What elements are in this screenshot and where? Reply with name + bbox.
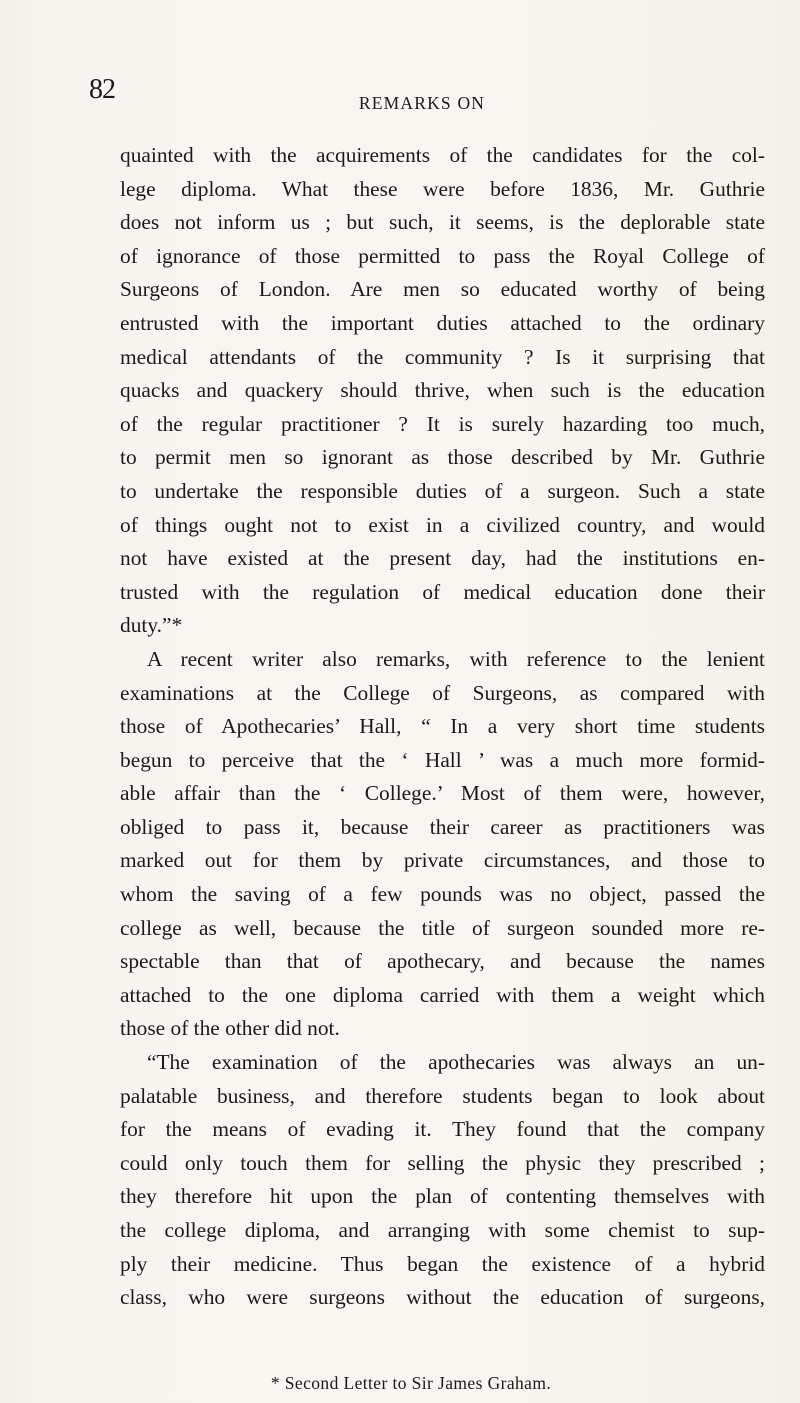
text-line: of ignorance of those permitted to pass the Royal College of: [120, 243, 765, 268]
text-line: they therefore hit upon the plan of contenting themselves with: [120, 1184, 765, 1209]
text-line: not have existed at the present day, had the institutions en-: [120, 546, 765, 571]
text-line: of things ought not to exist in a civilized country, and would: [120, 512, 765, 537]
text-line: does not inform us ; but such, it seems, is the deplorable state: [120, 210, 765, 235]
text-line: begun to perceive that the ‘ Hall ’ was a much more formid-: [120, 747, 765, 772]
footnote: * Second Letter to Sir James Graham.: [270, 1373, 552, 1393]
body-text: [120, 139, 765, 1315]
text-line: entrusted with the important duties attached to the ordinary: [120, 310, 765, 335]
text-line: spectable than that of apothecary, and because the names: [120, 949, 765, 974]
text-line: those of Apothecaries’ Hall, “ In a very short time students: [120, 714, 765, 739]
text-line: attached to the one diploma carried with them a weight which: [120, 982, 765, 1007]
text-line: lege diploma. What these were before 1836, Mr. Guthrie: [120, 176, 765, 201]
text-line: “The examination of the apothecaries was always an un-: [147, 1050, 765, 1075]
text-line: palatable business, and therefore students began to look about: [120, 1083, 765, 1108]
text-line: trusted with the regulation of medical education done their: [120, 579, 765, 604]
text-line: could only touch them for selling the physic they prescribed ;: [120, 1150, 765, 1175]
text-line: those of the other did not.: [120, 1016, 340, 1041]
text-line: the college diploma, and arranging with some chemist to sup-: [120, 1218, 765, 1242]
text-line: examinations at the College of Surgeons, as compared with: [120, 680, 765, 705]
text-line: Surgeons of London. Are men so educated worthy of being: [120, 277, 765, 302]
text-line: to undertake the responsible duties of a surgeon. Such a state: [120, 478, 765, 503]
text-line: quainted with the acquirements of the candidates for the col-: [120, 143, 765, 167]
text-line: marked out for them by private circumstances, and those to: [120, 848, 765, 873]
running-head: REMARKS ON: [358, 93, 486, 113]
text-line: A recent writer also remarks, with reference to the lenient: [147, 646, 765, 671]
text-line: of the regular practitioner ? It is surely hazarding too much,: [120, 411, 765, 436]
text-line: college as well, because the title of surgeon sounded more re-: [120, 915, 765, 940]
text-line: obliged to pass it, because their career as practitioners was: [120, 814, 765, 839]
text-line: medical attendants of the community ? Is it surprising that: [120, 344, 765, 369]
text-line: whom the saving of a few pounds was no object, passed the: [120, 882, 765, 907]
page-number: 82: [89, 74, 115, 105]
text-line: able affair than the ‘ College.’ Most of them were, however,: [120, 781, 765, 806]
text-line: quacks and quackery should thrive, when such is the education: [120, 378, 765, 403]
text-line: duty.”*: [120, 613, 183, 638]
text-line: to permit men so ignorant as those described by Mr. Guthrie: [120, 445, 765, 470]
text-line: ply their medicine. Thus began the existence of a hybrid: [120, 1251, 765, 1276]
text-line: class, who were surgeons without the education of surgeons,: [120, 1285, 765, 1310]
text-line: for the means of evading it. They found that the company: [120, 1117, 765, 1142]
